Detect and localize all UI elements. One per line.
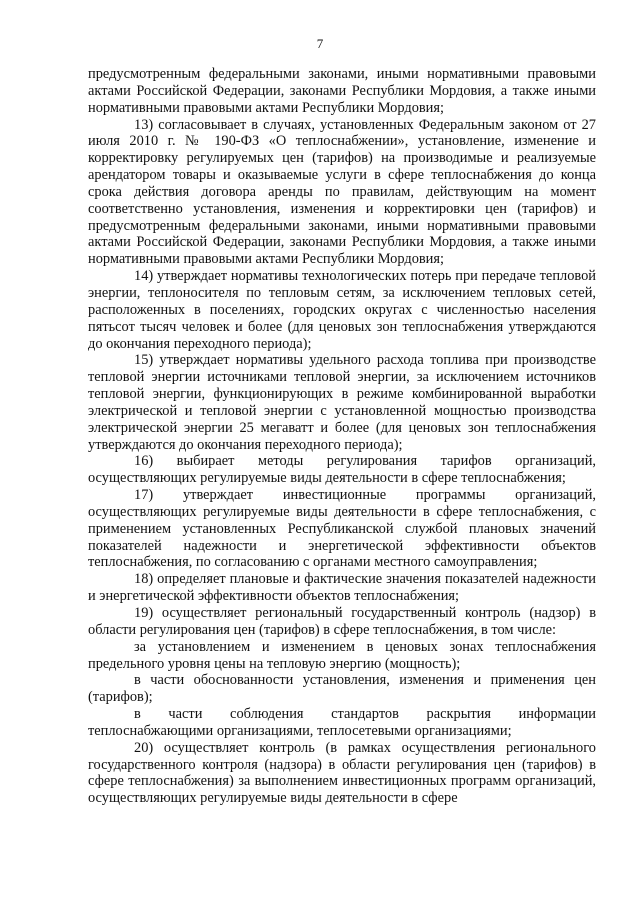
paragraph-item-16: 16) выбирает методы регулирования тарифов организаций, осуществляющих регулируемые виды деятельности в сфере теплоснабжения; <box>88 453 596 487</box>
paragraph-continuation: предусмотренным федеральными законами, иными нормативными правовыми актами Российской Федерации, законами Республики Мордовия, а также иными нормативными правовыми актами Республики Мордовия; <box>88 66 596 116</box>
paragraph-item-15: 15) утверждает нормативы удельного расхода топлива при производстве тепловой энергии источниками тепловой энергии, за исключением источников тепловой энергии, функционирующих в режиме комбинированной выработки электрической и тепловой энергии с установленной мощностью производства электрической энергии 25 мегаватт и более (для ценовых зон теплоснабжения утверждаются до окончания переходного периода); <box>88 352 596 453</box>
page-number: 7 <box>316 36 324 51</box>
paragraph-item-17: 17) утверждает инвестиционные программы организаций, осуществляющих регулируемые виды деятельности в сфере теплоснабжения, с применением установленных Республиканской службой плановых значений показателей надежности и энергетической эффективности объектов теплоснабжения, по согласованию с органами местного самоуправления; <box>88 487 596 571</box>
paragraph-item-19-sub-3: в части соблюдения стандартов раскрытия информации теплоснабжающими организациями, теплосетевыми организациями; <box>88 706 596 739</box>
paragraph-item-19-sub-1: за установлением и изменением в ценовых зонах теплоснабжения предельного уровня цены на тепловую энергию (мощность); <box>88 638 596 672</box>
paragraph-item-14: 14) утверждает нормативы технологических потерь при передаче тепловой энергии, теплоносителя по тепловым сетям, за исключением тепловых сетей, расположенных в поселениях, городских округах с численностью населения пятьсот тысяч человек и более (для ценовых зон теплоснабжения утверждаются до окончания переходного периода); <box>88 268 596 352</box>
paragraph-item-20: 20) осуществляет контроль (в рамках осуществления регионального государственного контроля (надзора) в области регулирования цен (тарифов) в сфере теплоснабжения) за выполнением инвестиционных программ организаций, осуществляющих регулируемые виды деятельности в сфере <box>88 739 596 807</box>
paragraph-item-18: 18) определяет плановые и фактические значения показателей надежности и энергетической эффективности объектов теплоснабжения; <box>88 571 596 605</box>
paragraph-item-19: 19) осуществляет региональный государственный контроль (надзор) в области регулирования цен (тарифов) в сфере теплоснабжения, в том числе: <box>88 605 596 638</box>
paragraph-item-13: 13) согласовывает в случаях, установленных Федеральным законом от 27 июля 2010 г. № 190-ФЗ «О теплоснабжении», установление, изменение и корректировку регулируемых цен (тарифов) на производимые и реализуемые арендатором товары и оказываемые услуги в сфере теплоснабжения до конца срока действия договора аренды по правилам, действующим на момент соответственно установления, изменения и корректировки цен (тарифов) и предусмотренным федеральными законами, иными нормативными правовыми актами Российской Федерации, законами Республики Мордовия, а также иными нормативными правовыми актами Республики Мордовия; <box>88 116 596 268</box>
document-body <box>88 66 596 807</box>
paragraph-item-19-sub-2: в части обоснованности установления, изменения и применения цен (тарифов); <box>88 672 596 706</box>
